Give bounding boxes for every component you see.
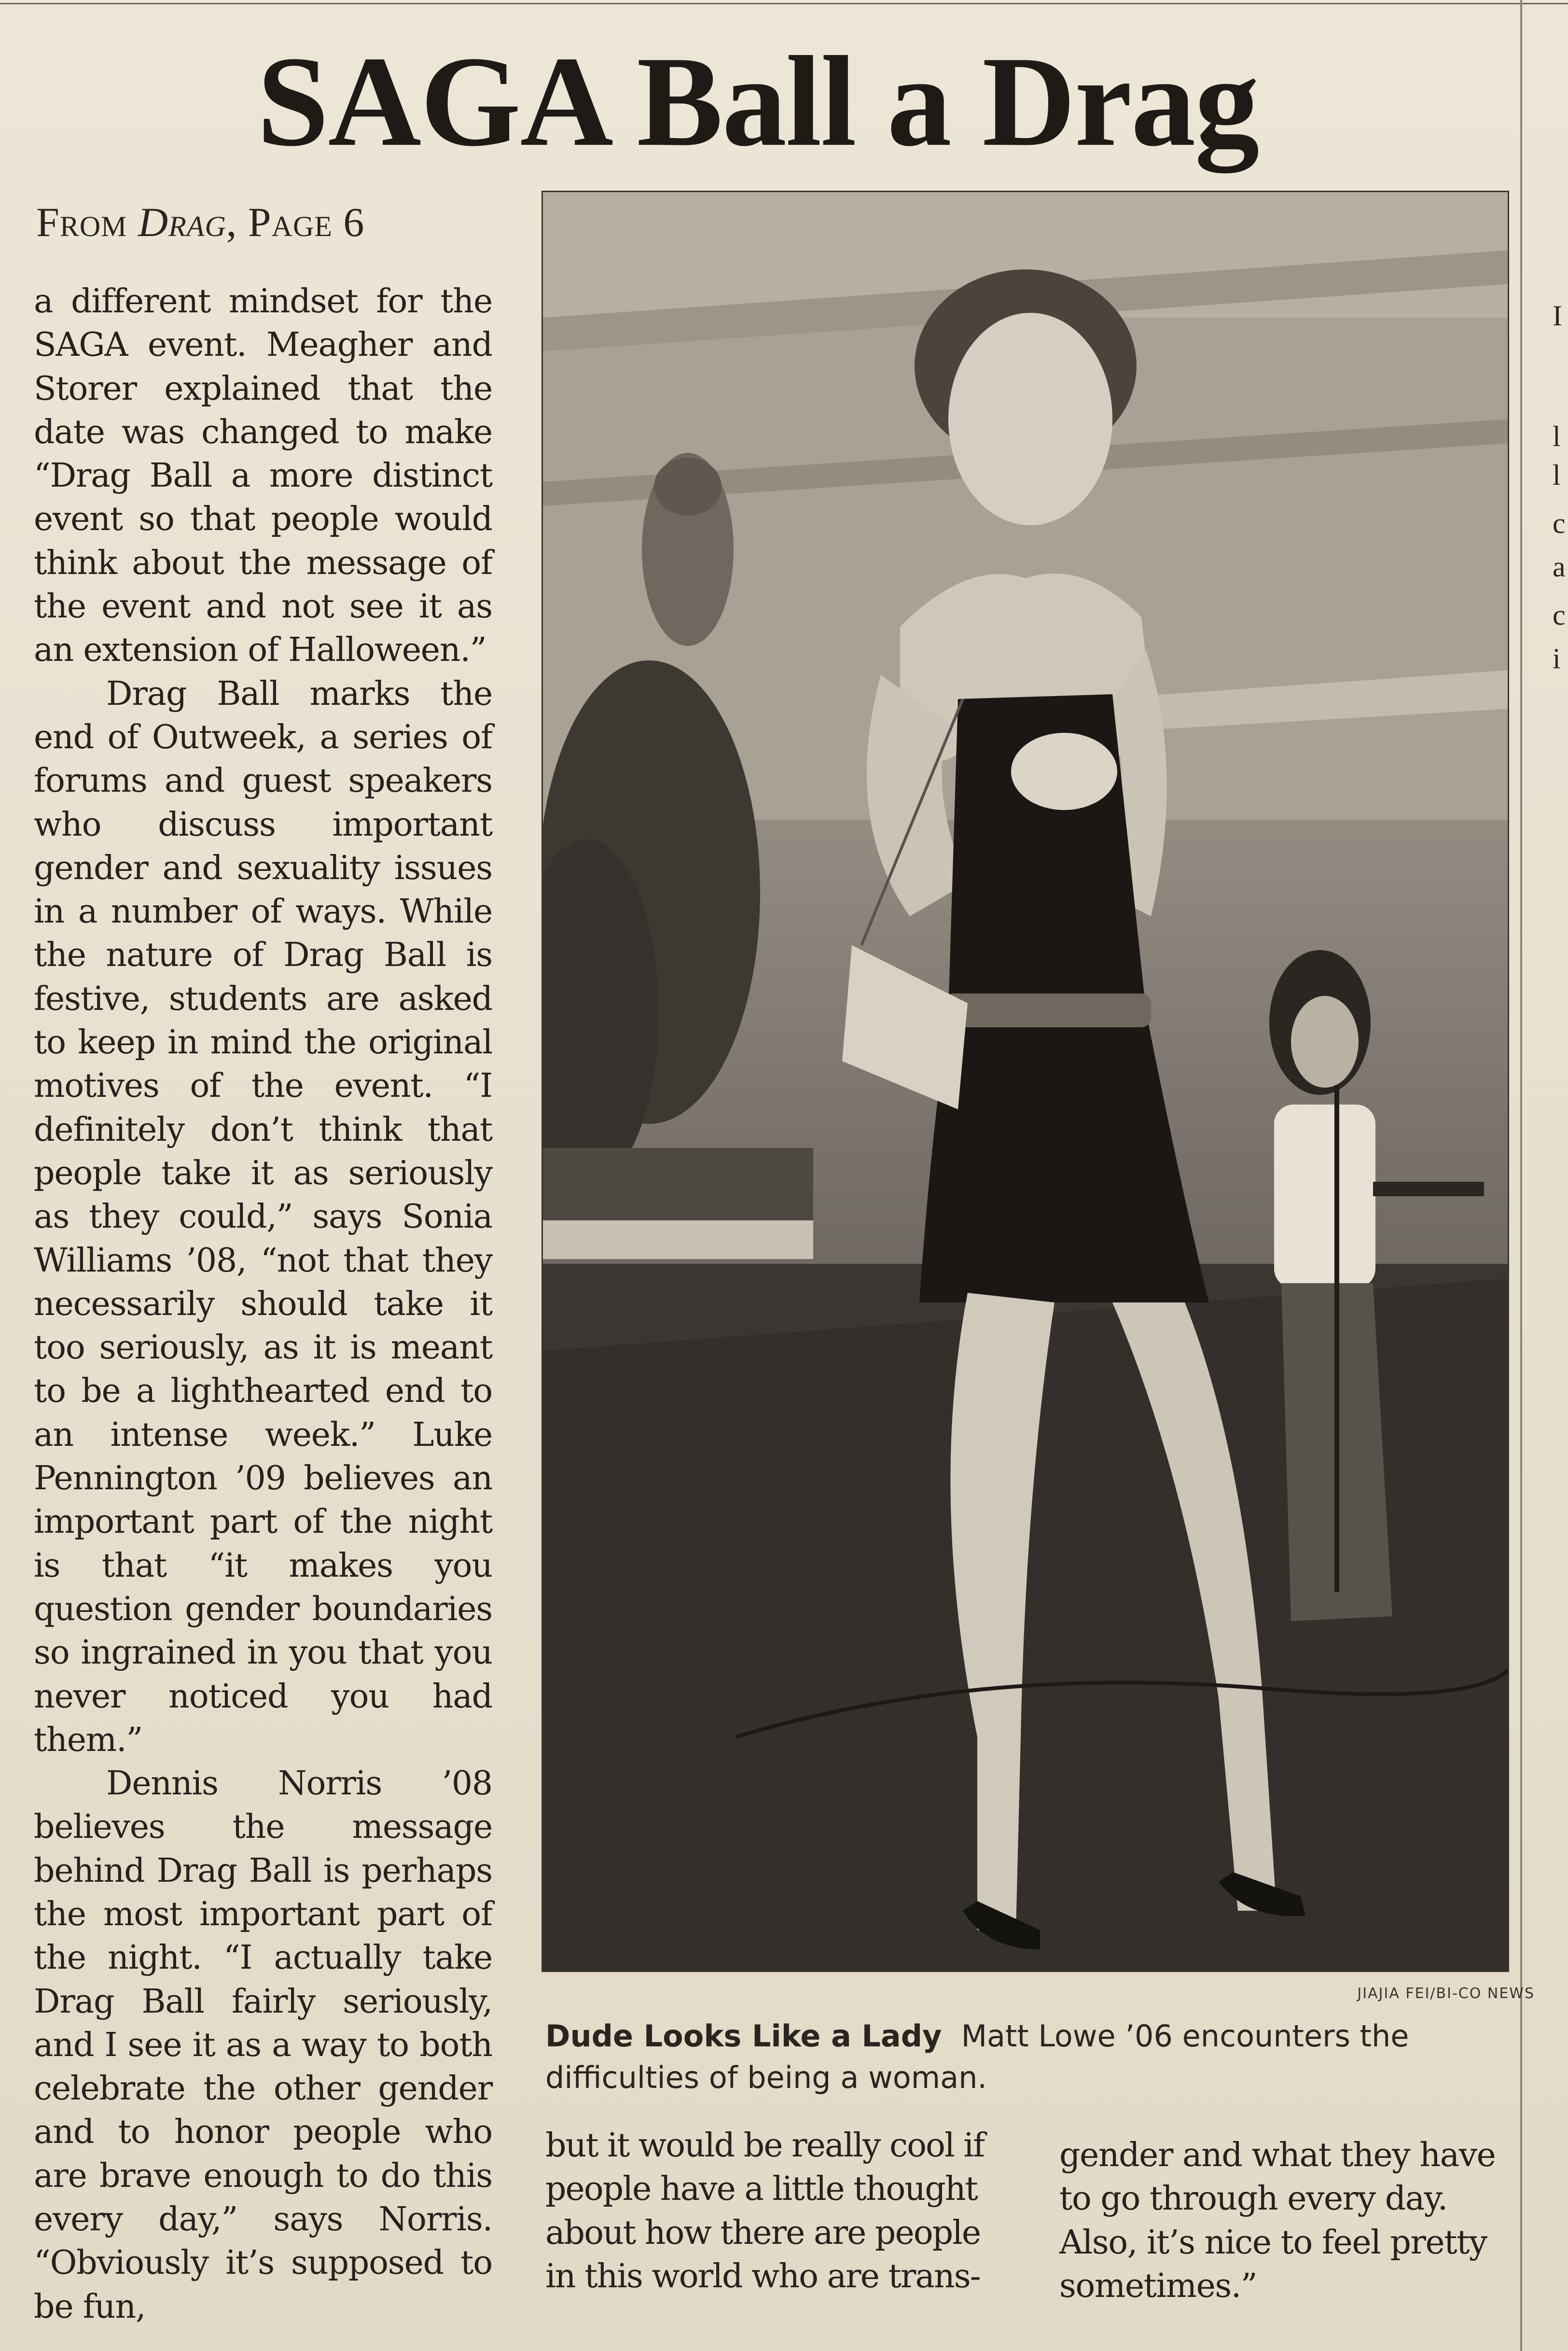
- paragraph: Drag Ball marks the end of Outweek, a series of forums and guest speakers who discuss important gender and sexuality issues in a number of ways. While the nature of Drag Ball is festive, students are asked to keep in mind the original motives of the event. “I definitely don’t think that people take it as seriously as they could,” says Sonia Williams ’08, “not that they necessarily should take it too seriously, as it is meant to be a lighthearted end to an intense week.” Luke Pennington ’09 believes an important part of the night is that “it makes you question gender boundaries so ingrained in you that you never noticed you had them.”: [34, 674, 492, 1759]
- article-column-3: [1059, 2134, 1506, 2308]
- paragraph: gender and what they have to go through every day. Also, it’s nice to feel pretty sometimes.”: [1059, 2136, 1496, 2305]
- paragraph: Dennis Norris ’08 believes the message behind Drag Ball is perhaps the most important part of the night. “I actually take Drag Ball fairly seriously, and I see it as a way to both celebrate the other gender and to honor people who are brave enough to do this every day,” says Norris. “Obviously it’s supposed to be fun,: [34, 1764, 492, 2326]
- paragraph: but it would be really cool if people have a little thought about how there are people in this world who are trans-: [545, 2127, 985, 2295]
- jump-suffix: , Page 6: [226, 199, 365, 245]
- top-rule: [0, 3, 1568, 4]
- caption-head: Dude Looks Like a Lady: [545, 2018, 942, 2054]
- paragraph: a different mindset for the SAGA event. Meagher and Storer explained that the date was changed to make “Drag Ball a more distinct event so that people would think about the message of the event and not see it as an extension of Halloween.”: [34, 282, 492, 670]
- headline: SAGA Ball a Drag: [257, 29, 1259, 173]
- article-column-2: [545, 2124, 1009, 2298]
- jump-prefix: From: [36, 199, 139, 245]
- photo: [541, 191, 1509, 1972]
- photo-credit: JIAJIA FEI/BI-CO NEWS: [1357, 1985, 1535, 2002]
- jump-line: [36, 196, 364, 249]
- adjacent-column-fragment: I l l c a c i: [1553, 300, 1566, 674]
- photo-caption: [545, 2015, 1520, 2099]
- article-column-1: [34, 280, 492, 2329]
- photo-illustration: [543, 192, 1509, 1972]
- jump-section: Drag: [138, 199, 226, 245]
- caption-text: Matt Lowe ’06 encounters the difficulties of being a woman.: [545, 2018, 1409, 2095]
